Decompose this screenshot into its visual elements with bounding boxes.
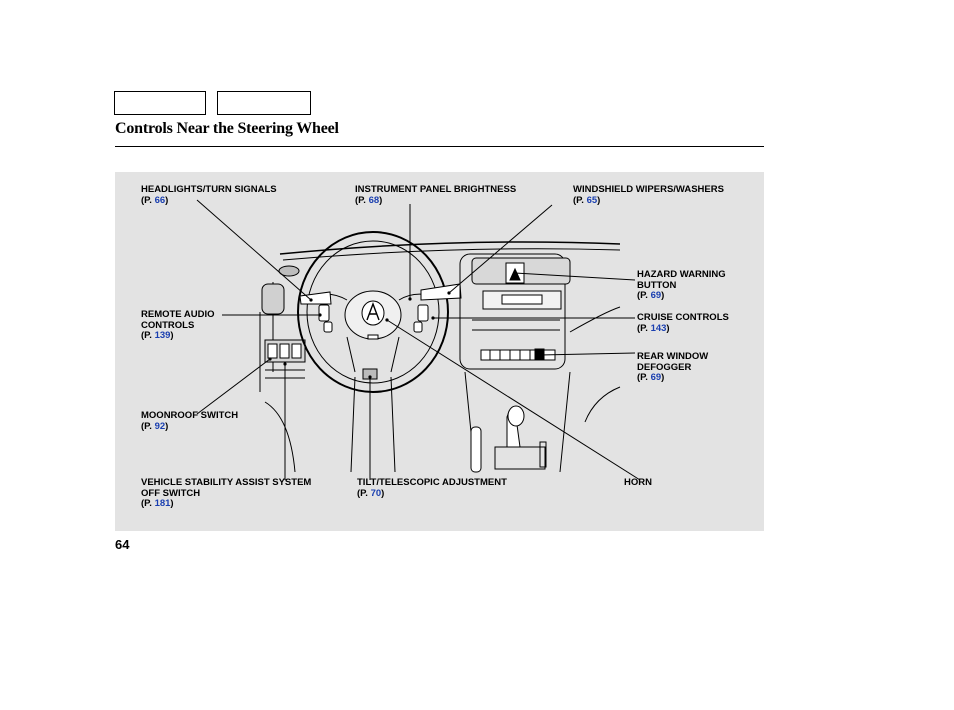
callout-remote-audio-line2: CONTROLS — [141, 319, 195, 331]
ref-suffix: ) — [597, 194, 601, 206]
ref-suffix: ) — [661, 290, 665, 301]
page-number: 64 — [115, 537, 130, 552]
ref-suffix: ) — [381, 487, 385, 499]
ref-prefix: (P. — [141, 330, 155, 341]
callout-moonroof-label: MOONROOF SWITCH — [141, 410, 239, 421]
page-link-70[interactable]: 70 — [370, 487, 382, 499]
ref-suffix: ) — [170, 498, 174, 509]
callout-remote-audio-line1: REMOTE AUDIO — [141, 309, 215, 320]
ref-prefix: (P. — [141, 498, 155, 509]
ref-prefix: (P. — [637, 372, 651, 383]
callout-tilt-label: TILT/TELESCOPIC ADJUSTMENT — [357, 477, 507, 488]
callout-tilt — [357, 478, 507, 499]
callout-vsa-line1: VEHICLE STABILITY ASSIST SYSTEM — [141, 477, 312, 488]
callout-headlights-label: HEADLIGHTS/TURN SIGNALS — [141, 184, 277, 195]
page-link-139[interactable]: 139 — [154, 330, 171, 341]
ref-prefix: (P. — [637, 322, 651, 334]
callout-moonroof — [141, 411, 238, 432]
callout-hazard — [637, 270, 726, 302]
ref-prefix: (P. — [573, 194, 587, 206]
callout-hazard-line1: HAZARD WARNING — [637, 269, 726, 280]
callout-wipers-ref — [573, 196, 724, 207]
callout-remote-audio-ref — [141, 331, 215, 342]
page-link-66[interactable]: 66 — [154, 194, 166, 206]
ref-prefix: (P. — [355, 194, 369, 206]
callout-vsa-ref — [141, 499, 311, 510]
callout-instrument-label: INSTRUMENT PANEL BRIGHTNESS — [355, 184, 517, 195]
callout-instrument-brightness — [355, 185, 516, 206]
page-link-143[interactable]: 143 — [650, 322, 667, 334]
page-link-65[interactable]: 65 — [586, 194, 598, 206]
callout-headlights — [141, 185, 277, 206]
callout-hazard-ref — [637, 291, 726, 302]
callout-hazard-line2: BUTTON — [637, 279, 677, 291]
callout-cruise — [637, 313, 729, 334]
callout-horn — [624, 478, 652, 489]
page-link-92[interactable]: 92 — [154, 420, 166, 432]
page-link-69[interactable]: 69 — [650, 290, 662, 301]
ref-suffix: ) — [661, 372, 665, 383]
page-link-68[interactable]: 68 — [368, 194, 380, 206]
next-page-button[interactable] — [217, 91, 311, 115]
callout-cruise-label: CRUISE CONTROLS — [637, 312, 729, 323]
callout-wipers-label: WINDSHIELD WIPERS/WASHERS — [573, 184, 724, 195]
ref-prefix: (P. — [141, 420, 155, 432]
ref-suffix: ) — [165, 194, 169, 206]
callout-rear-defogger-ref — [637, 373, 708, 384]
page-link-69b[interactable]: 69 — [650, 372, 662, 383]
ref-suffix: ) — [379, 194, 383, 206]
callout-instrument-ref — [355, 196, 516, 207]
page-title: Controls Near the Steering Wheel — [115, 120, 339, 137]
callout-rear-defogger-line2: DEFOGGER — [637, 361, 692, 373]
ref-prefix: (P. — [141, 194, 155, 206]
callout-vsa-line2: OFF SWITCH — [141, 487, 201, 499]
page-link-181[interactable]: 181 — [154, 498, 171, 509]
callout-remote-audio — [141, 310, 215, 342]
callout-vsa — [141, 478, 311, 510]
callout-headlights-ref — [141, 196, 277, 207]
callout-horn-label: HORN — [624, 477, 652, 488]
ref-suffix: ) — [666, 322, 670, 334]
callout-rear-defogger-line1: REAR WINDOW — [637, 351, 709, 362]
callout-wipers — [573, 185, 724, 206]
ref-suffix: ) — [165, 420, 169, 432]
callout-rear-defogger — [637, 352, 708, 384]
ref-prefix: (P. — [637, 290, 651, 301]
ref-prefix: (P. — [357, 487, 371, 499]
callout-tilt-ref — [357, 489, 507, 500]
callout-moonroof-ref — [141, 422, 238, 433]
diagram-panel — [115, 172, 764, 531]
ref-suffix: ) — [170, 330, 174, 341]
previous-page-button[interactable] — [114, 91, 206, 115]
title-divider — [115, 146, 764, 147]
callout-cruise-ref — [637, 324, 729, 335]
